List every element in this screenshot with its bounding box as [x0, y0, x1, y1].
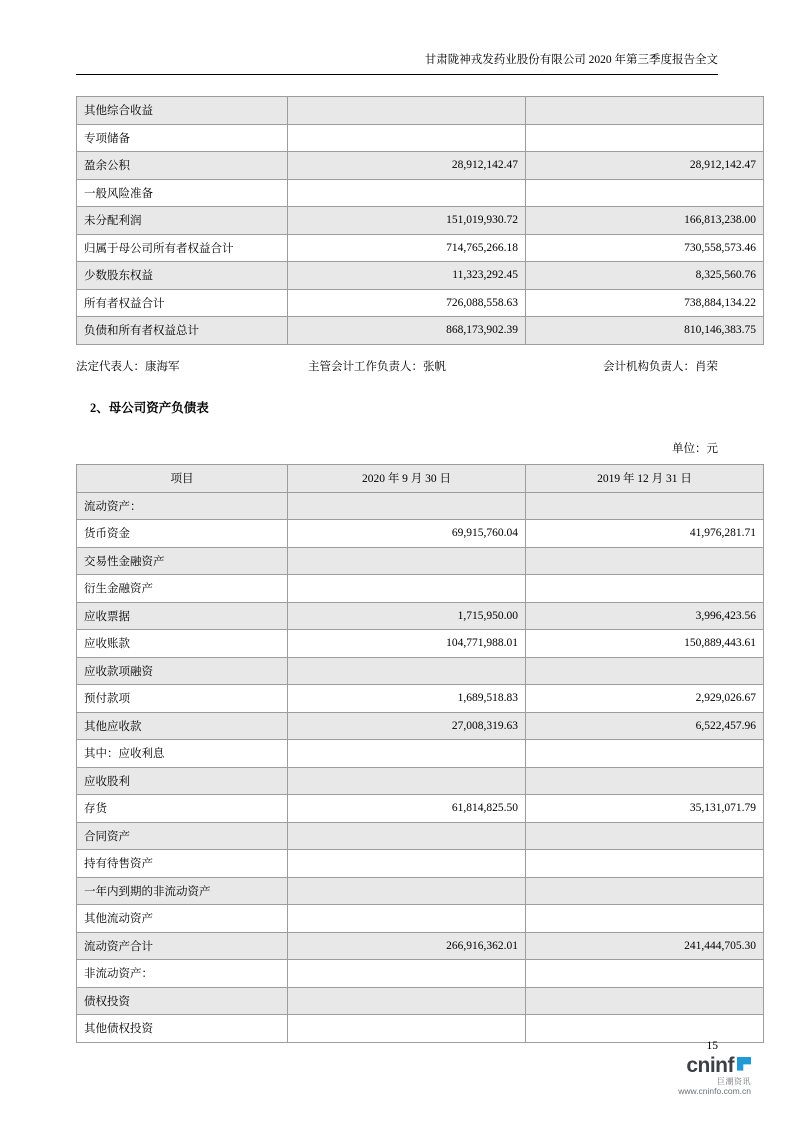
table-row: [77, 152, 764, 180]
table-row: [77, 685, 764, 713]
consolidated-balance-sheet-continued: [76, 96, 764, 345]
row-value-current: 104,771,988.01: [288, 630, 526, 658]
row-item-label: 负债和所有者权益总计: [77, 317, 288, 345]
row-value-prior: 28,912,142.47: [526, 152, 764, 180]
table-row: [77, 207, 764, 235]
table-row: [77, 602, 764, 630]
section-title: 2、母公司资产负债表: [90, 401, 209, 415]
row-item-label: 流动资产：: [77, 492, 288, 520]
table-row: [77, 547, 764, 575]
row-value-current: [288, 850, 526, 878]
column-header-item: 项目: [77, 465, 288, 493]
row-value-current: [288, 657, 526, 685]
table-row: [77, 97, 764, 125]
row-item-label: 专项储备: [77, 124, 288, 152]
row-value-prior: 3,996,423.56: [526, 602, 764, 630]
table-row: [77, 877, 764, 905]
logo-url: www.cninfo.com.cn: [678, 1086, 751, 1097]
logo-mark-icon: [737, 1057, 751, 1071]
row-value-current: 726,088,558.63: [288, 289, 526, 317]
row-item-label: 所有者权益合计: [77, 289, 288, 317]
table-row: [77, 575, 764, 603]
table-row: [77, 712, 764, 740]
column-header-current-period: 2020 年 9 月 30 日: [288, 465, 526, 493]
table-row: [77, 630, 764, 658]
row-value-prior: 8,325,560.76: [526, 262, 764, 290]
row-value-prior: [526, 877, 764, 905]
row-value-current: [288, 1015, 526, 1043]
header-divider: [76, 74, 718, 75]
row-item-label: 未分配利润: [77, 207, 288, 235]
row-item-label: 非流动资产：: [77, 960, 288, 988]
row-item-label: 债权投资: [77, 987, 288, 1015]
row-value-prior: 810,146,383.75: [526, 317, 764, 345]
row-item-label: 流动资产合计: [77, 932, 288, 960]
row-value-current: [288, 492, 526, 520]
table-row: [77, 767, 764, 795]
row-value-prior: [526, 740, 764, 768]
row-value-prior: [526, 97, 764, 125]
row-item-label: 应收股利: [77, 767, 288, 795]
row-value-prior: [526, 960, 764, 988]
row-value-current: 1,715,950.00: [288, 602, 526, 630]
row-value-current: 27,008,319.63: [288, 712, 526, 740]
row-item-label: 其他流动资产: [77, 905, 288, 933]
table-row: [77, 124, 764, 152]
row-item-label: 货币资金: [77, 520, 288, 548]
table-row: [77, 492, 764, 520]
running-header: 甘肃陇神戎发药业股份有限公司 2020 年第三季度报告全文: [424, 54, 718, 66]
row-value-prior: [526, 767, 764, 795]
cninfo-logo: [678, 1055, 751, 1096]
table-row: [77, 317, 764, 345]
row-item-label: 交易性金融资产: [77, 547, 288, 575]
row-item-label: 其他应收款: [77, 712, 288, 740]
row-item-label: 应收款项融资: [77, 657, 288, 685]
row-value-current: [288, 740, 526, 768]
row-value-current: [288, 179, 526, 207]
accounting-officer: 主管会计工作负责人：张帆: [308, 361, 446, 373]
table-row: [77, 850, 764, 878]
row-item-label: 存货: [77, 795, 288, 823]
table-row: [77, 932, 764, 960]
row-item-label: 持有待售资产: [77, 850, 288, 878]
row-value-current: [288, 767, 526, 795]
row-value-prior: 35,131,071.79: [526, 795, 764, 823]
row-value-prior: [526, 124, 764, 152]
row-value-prior: 6,522,457.96: [526, 712, 764, 740]
logo-subtitle: 巨潮资讯: [717, 1076, 751, 1086]
table-two: [76, 464, 764, 1043]
row-value-current: [288, 822, 526, 850]
row-value-prior: 166,813,238.00: [526, 207, 764, 235]
table-row: [77, 520, 764, 548]
table-row: [77, 740, 764, 768]
column-header-prior-period: 2019 年 12 月 31 日: [526, 465, 764, 493]
row-value-current: 714,765,266.18: [288, 234, 526, 262]
row-value-current: 61,814,825.50: [288, 795, 526, 823]
table-row: [77, 987, 764, 1015]
parent-company-balance-sheet: [76, 464, 764, 1043]
page-number: 15: [706, 1040, 718, 1052]
row-value-prior: 730,558,573.46: [526, 234, 764, 262]
row-value-prior: [526, 822, 764, 850]
row-value-current: [288, 987, 526, 1015]
row-value-current: [288, 97, 526, 125]
row-value-prior: [526, 492, 764, 520]
row-value-current: [288, 575, 526, 603]
row-value-current: [288, 877, 526, 905]
row-item-label: 应收票据: [77, 602, 288, 630]
table-row: [77, 822, 764, 850]
row-item-label: 预付款项: [77, 685, 288, 713]
row-value-prior: [526, 1015, 764, 1043]
row-value-prior: [526, 850, 764, 878]
unit-note: 单位：元: [672, 443, 718, 455]
table-row: [77, 234, 764, 262]
row-value-prior: [526, 575, 764, 603]
accounting-institution-officer: 会计机构负责人：肖荣: [603, 361, 718, 373]
logo-text: cninf: [686, 1053, 734, 1077]
row-value-current: [288, 547, 526, 575]
row-value-prior: 41,976,281.71: [526, 520, 764, 548]
logo-wordmark: [678, 1055, 751, 1077]
table-header-row: [77, 465, 764, 493]
row-value-current: 28,912,142.47: [288, 152, 526, 180]
row-item-label: 衍生金融资产: [77, 575, 288, 603]
table-row: [77, 179, 764, 207]
row-item-label: 一年内到期的非流动资产: [77, 877, 288, 905]
signature-row: [76, 358, 718, 374]
row-item-label: 归属于母公司所有者权益合计: [77, 234, 288, 262]
row-item-label: 少数股东权益: [77, 262, 288, 290]
table-row: [77, 795, 764, 823]
row-value-current: 69,915,760.04: [288, 520, 526, 548]
table-row: [77, 905, 764, 933]
table-row: [77, 960, 764, 988]
table-row: [77, 657, 764, 685]
row-value-prior: 738,884,134.22: [526, 289, 764, 317]
row-item-label: 一般风险准备: [77, 179, 288, 207]
row-value-current: 11,323,292.45: [288, 262, 526, 290]
row-value-prior: [526, 657, 764, 685]
table-one: [76, 96, 764, 345]
row-value-prior: 2,929,026.67: [526, 685, 764, 713]
table-row: [77, 289, 764, 317]
row-value-current: 1,689,518.83: [288, 685, 526, 713]
row-value-prior: [526, 987, 764, 1015]
row-item-label: 其他债权投资: [77, 1015, 288, 1043]
row-value-current: [288, 905, 526, 933]
row-item-label: 盈余公积: [77, 152, 288, 180]
row-value-current: 266,916,362.01: [288, 932, 526, 960]
row-item-label: 应收账款: [77, 630, 288, 658]
row-item-label: 其中：应收利息: [77, 740, 288, 768]
row-value-prior: [526, 905, 764, 933]
row-value-prior: [526, 179, 764, 207]
row-item-label: 其他综合收益: [77, 97, 288, 125]
row-value-current: [288, 124, 526, 152]
row-value-prior: 241,444,705.30: [526, 932, 764, 960]
row-value-prior: 150,889,443.61: [526, 630, 764, 658]
row-item-label: 合同资产: [77, 822, 288, 850]
legal-representative: 法定代表人：康海军: [76, 361, 180, 373]
table-row: [77, 262, 764, 290]
row-value-current: 151,019,930.72: [288, 207, 526, 235]
row-value-prior: [526, 547, 764, 575]
row-value-current: [288, 960, 526, 988]
row-value-current: 868,173,902.39: [288, 317, 526, 345]
table-row: [77, 1015, 764, 1043]
